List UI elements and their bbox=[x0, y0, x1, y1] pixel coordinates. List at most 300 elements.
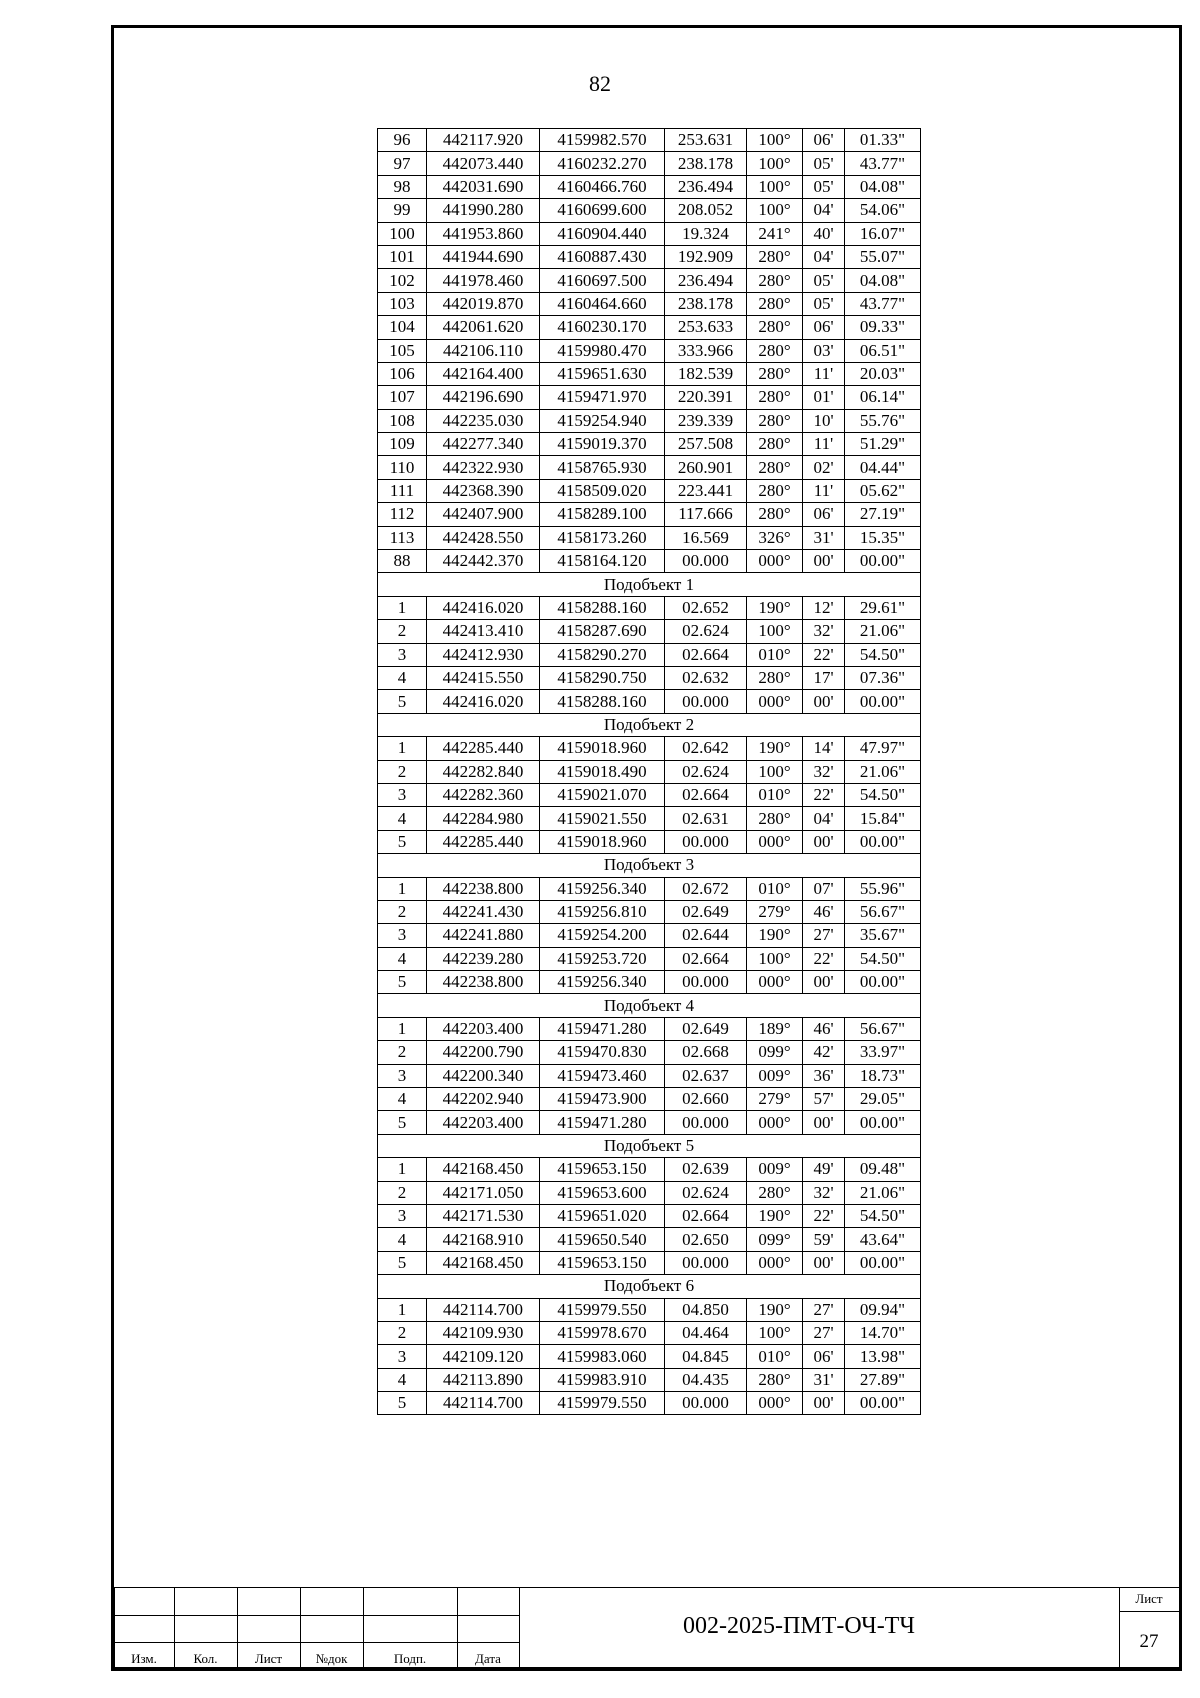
coord-x: 442416.020 bbox=[427, 596, 540, 619]
coord-x: 441944.690 bbox=[427, 245, 540, 268]
angle-minutes: 32' bbox=[803, 760, 845, 783]
table-row bbox=[378, 386, 921, 409]
angle-degrees: 010° bbox=[747, 877, 803, 900]
coord-x: 442428.550 bbox=[427, 526, 540, 549]
table-row bbox=[378, 316, 921, 339]
coord-x: 442442.370 bbox=[427, 550, 540, 573]
point-number: 4 bbox=[378, 947, 427, 970]
angle-degrees: 000° bbox=[747, 1251, 803, 1274]
angle-degrees: 326° bbox=[747, 526, 803, 549]
coord-y: 4159979.550 bbox=[540, 1392, 665, 1415]
distance: 02.668 bbox=[665, 1041, 747, 1064]
coord-y: 4159471.280 bbox=[540, 1111, 665, 1134]
angle-degrees: 009° bbox=[747, 1064, 803, 1087]
angle-seconds: 09.33" bbox=[845, 316, 921, 339]
table-row bbox=[378, 129, 921, 152]
angle-minutes: 05' bbox=[803, 152, 845, 175]
distance: 00.000 bbox=[665, 830, 747, 853]
coord-x: 442203.400 bbox=[427, 1017, 540, 1040]
coord-x: 442168.910 bbox=[427, 1228, 540, 1251]
angle-seconds: 09.48" bbox=[845, 1158, 921, 1181]
table-row bbox=[378, 456, 921, 479]
angle-seconds: 05.62" bbox=[845, 479, 921, 502]
coord-y: 4160699.600 bbox=[540, 199, 665, 222]
coord-y: 4159651.020 bbox=[540, 1204, 665, 1227]
angle-degrees: 190° bbox=[747, 737, 803, 760]
angle-seconds: 29.05" bbox=[845, 1088, 921, 1111]
angle-minutes: 11' bbox=[803, 433, 845, 456]
table-row bbox=[378, 596, 921, 619]
coord-y: 4159019.370 bbox=[540, 433, 665, 456]
angle-seconds: 43.77" bbox=[845, 152, 921, 175]
table-row bbox=[378, 783, 921, 806]
angle-degrees: 190° bbox=[747, 596, 803, 619]
coord-x: 442235.030 bbox=[427, 409, 540, 432]
distance: 02.664 bbox=[665, 947, 747, 970]
distance: 333.966 bbox=[665, 339, 747, 362]
angle-seconds: 54.50" bbox=[845, 643, 921, 666]
table-row bbox=[378, 479, 921, 502]
angle-seconds: 00.00" bbox=[845, 1392, 921, 1415]
angle-degrees: 241° bbox=[747, 222, 803, 245]
angle-degrees: 279° bbox=[747, 1088, 803, 1111]
coord-y: 4158288.160 bbox=[540, 690, 665, 713]
coord-x: 442415.550 bbox=[427, 666, 540, 689]
angle-minutes: 22' bbox=[803, 947, 845, 970]
angle-degrees: 280° bbox=[747, 386, 803, 409]
coord-y: 4159650.540 bbox=[540, 1228, 665, 1251]
table-row bbox=[378, 620, 921, 643]
section-row bbox=[378, 1275, 921, 1298]
angle-degrees: 280° bbox=[747, 339, 803, 362]
coord-y: 4158290.270 bbox=[540, 643, 665, 666]
coordinates-table bbox=[377, 128, 921, 1415]
angle-seconds: 54.50" bbox=[845, 783, 921, 806]
angle-degrees: 000° bbox=[747, 690, 803, 713]
table-row bbox=[378, 292, 921, 315]
angle-degrees: 100° bbox=[747, 152, 803, 175]
coord-x: 442277.340 bbox=[427, 433, 540, 456]
table-row bbox=[378, 269, 921, 292]
distance: 238.178 bbox=[665, 152, 747, 175]
table-row bbox=[378, 643, 921, 666]
distance: 02.642 bbox=[665, 737, 747, 760]
section-row bbox=[378, 854, 921, 877]
angle-minutes: 36' bbox=[803, 1064, 845, 1087]
distance: 02.637 bbox=[665, 1064, 747, 1087]
point-number: 2 bbox=[378, 900, 427, 923]
point-number: 107 bbox=[378, 386, 427, 409]
angle-degrees: 280° bbox=[747, 456, 803, 479]
point-number: 4 bbox=[378, 1368, 427, 1391]
sheet-cell-line bbox=[1119, 1611, 1179, 1612]
coord-y: 4159978.670 bbox=[540, 1321, 665, 1344]
coord-y: 4159256.340 bbox=[540, 971, 665, 994]
angle-minutes: 02' bbox=[803, 456, 845, 479]
point-number: 111 bbox=[378, 479, 427, 502]
point-number: 4 bbox=[378, 666, 427, 689]
angle-seconds: 54.50" bbox=[845, 947, 921, 970]
angle-seconds: 15.84" bbox=[845, 807, 921, 830]
point-number: 112 bbox=[378, 503, 427, 526]
coord-x: 442061.620 bbox=[427, 316, 540, 339]
table-row bbox=[378, 1181, 921, 1204]
coord-x: 442171.050 bbox=[427, 1181, 540, 1204]
angle-minutes: 22' bbox=[803, 643, 845, 666]
distance: 00.000 bbox=[665, 1392, 747, 1415]
point-number: 103 bbox=[378, 292, 427, 315]
section-row bbox=[378, 573, 921, 596]
angle-degrees: 190° bbox=[747, 1204, 803, 1227]
distance: 00.000 bbox=[665, 1251, 747, 1274]
angle-degrees: 280° bbox=[747, 316, 803, 339]
coord-y: 4159256.810 bbox=[540, 900, 665, 923]
angle-seconds: 00.00" bbox=[845, 830, 921, 853]
point-number: 106 bbox=[378, 362, 427, 385]
coord-y: 4158288.160 bbox=[540, 596, 665, 619]
coord-x: 442202.940 bbox=[427, 1088, 540, 1111]
angle-minutes: 27' bbox=[803, 1298, 845, 1321]
angle-degrees: 280° bbox=[747, 479, 803, 502]
distance: 117.666 bbox=[665, 503, 747, 526]
coord-y: 4159018.490 bbox=[540, 760, 665, 783]
coord-y: 4160232.270 bbox=[540, 152, 665, 175]
distance: 220.391 bbox=[665, 386, 747, 409]
angle-minutes: 00' bbox=[803, 550, 845, 573]
coord-x: 441978.460 bbox=[427, 269, 540, 292]
angle-seconds: 27.89" bbox=[845, 1368, 921, 1391]
table-row bbox=[378, 339, 921, 362]
point-number: 104 bbox=[378, 316, 427, 339]
angle-seconds: 55.96" bbox=[845, 877, 921, 900]
coord-y: 4160466.760 bbox=[540, 175, 665, 198]
coord-x: 442285.440 bbox=[427, 737, 540, 760]
angle-degrees: 100° bbox=[747, 760, 803, 783]
angle-minutes: 00' bbox=[803, 830, 845, 853]
distance: 04.435 bbox=[665, 1368, 747, 1391]
point-number: 4 bbox=[378, 1228, 427, 1251]
coord-y: 4159983.910 bbox=[540, 1368, 665, 1391]
coord-y: 4160887.430 bbox=[540, 245, 665, 268]
angle-seconds: 18.73" bbox=[845, 1064, 921, 1087]
distance: 04.845 bbox=[665, 1345, 747, 1368]
angle-seconds: 13.98" bbox=[845, 1345, 921, 1368]
coord-x: 442284.980 bbox=[427, 807, 540, 830]
coord-y: 4158765.930 bbox=[540, 456, 665, 479]
angle-minutes: 06' bbox=[803, 129, 845, 152]
coord-x: 442416.020 bbox=[427, 690, 540, 713]
angle-degrees: 190° bbox=[747, 924, 803, 947]
angle-degrees: 099° bbox=[747, 1228, 803, 1251]
coord-y: 4159473.460 bbox=[540, 1064, 665, 1087]
angle-minutes: 12' bbox=[803, 596, 845, 619]
point-number: 4 bbox=[378, 1088, 427, 1111]
distance: 260.901 bbox=[665, 456, 747, 479]
coord-x: 442019.870 bbox=[427, 292, 540, 315]
distance: 00.000 bbox=[665, 971, 747, 994]
table-row bbox=[378, 924, 921, 947]
angle-minutes: 11' bbox=[803, 479, 845, 502]
coord-x: 442285.440 bbox=[427, 830, 540, 853]
coord-x: 442196.690 bbox=[427, 386, 540, 409]
point-number: 3 bbox=[378, 1064, 427, 1087]
angle-degrees: 279° bbox=[747, 900, 803, 923]
angle-minutes: 00' bbox=[803, 1392, 845, 1415]
table-row bbox=[378, 550, 921, 573]
angle-seconds: 00.00" bbox=[845, 550, 921, 573]
coord-y: 4159653.150 bbox=[540, 1251, 665, 1274]
angle-degrees: 280° bbox=[747, 503, 803, 526]
table-row bbox=[378, 1158, 921, 1181]
coord-x: 442200.790 bbox=[427, 1041, 540, 1064]
angle-minutes: 22' bbox=[803, 1204, 845, 1227]
angle-minutes: 10' bbox=[803, 409, 845, 432]
distance: 00.000 bbox=[665, 1111, 747, 1134]
angle-minutes: 00' bbox=[803, 690, 845, 713]
coord-y: 4158290.750 bbox=[540, 666, 665, 689]
table-row bbox=[378, 666, 921, 689]
angle-minutes: 06' bbox=[803, 503, 845, 526]
table-row bbox=[378, 760, 921, 783]
distance: 02.664 bbox=[665, 643, 747, 666]
distance: 02.631 bbox=[665, 807, 747, 830]
point-number: 88 bbox=[378, 550, 427, 573]
angle-seconds: 21.06" bbox=[845, 620, 921, 643]
angle-seconds: 54.06" bbox=[845, 199, 921, 222]
coord-x: 442114.700 bbox=[427, 1298, 540, 1321]
distance: 257.508 bbox=[665, 433, 747, 456]
coord-x: 442241.880 bbox=[427, 924, 540, 947]
coord-x: 442407.900 bbox=[427, 503, 540, 526]
point-number: 5 bbox=[378, 971, 427, 994]
point-number: 97 bbox=[378, 152, 427, 175]
coord-y: 4159471.970 bbox=[540, 386, 665, 409]
coord-x: 441990.280 bbox=[427, 199, 540, 222]
coord-y: 4160697.500 bbox=[540, 269, 665, 292]
coord-y: 4159983.060 bbox=[540, 1345, 665, 1368]
point-number: 1 bbox=[378, 1298, 427, 1321]
angle-degrees: 100° bbox=[747, 1321, 803, 1344]
table-row bbox=[378, 199, 921, 222]
table-row bbox=[378, 1088, 921, 1111]
coord-y: 4160464.660 bbox=[540, 292, 665, 315]
table-row bbox=[378, 409, 921, 432]
angle-seconds: 14.70" bbox=[845, 1321, 921, 1344]
distance: 238.178 bbox=[665, 292, 747, 315]
angle-minutes: 00' bbox=[803, 1111, 845, 1134]
table-row bbox=[378, 222, 921, 245]
section-title: Подобъект 4 bbox=[378, 994, 921, 1017]
angle-minutes: 31' bbox=[803, 1368, 845, 1391]
distance: 02.650 bbox=[665, 1228, 747, 1251]
angle-seconds: 27.19" bbox=[845, 503, 921, 526]
point-number: 1 bbox=[378, 737, 427, 760]
coord-y: 4159253.720 bbox=[540, 947, 665, 970]
angle-degrees: 000° bbox=[747, 971, 803, 994]
label-izm: Изм. bbox=[131, 1651, 157, 1666]
section-row bbox=[378, 713, 921, 736]
angle-seconds: 43.64" bbox=[845, 1228, 921, 1251]
table-row bbox=[378, 737, 921, 760]
angle-seconds: 35.67" bbox=[845, 924, 921, 947]
sheet-label: Лист bbox=[1135, 1591, 1163, 1606]
angle-minutes: 05' bbox=[803, 175, 845, 198]
distance: 236.494 bbox=[665, 269, 747, 292]
angle-seconds: 00.00" bbox=[845, 1111, 921, 1134]
point-number: 109 bbox=[378, 433, 427, 456]
document-code: 002-2025-ПМТ-ОЧ-ТЧ bbox=[683, 1613, 915, 1639]
coord-y: 4160904.440 bbox=[540, 222, 665, 245]
angle-degrees: 280° bbox=[747, 807, 803, 830]
angle-degrees: 100° bbox=[747, 175, 803, 198]
coord-y: 4159470.830 bbox=[540, 1041, 665, 1064]
coord-x: 442322.930 bbox=[427, 456, 540, 479]
angle-degrees: 190° bbox=[747, 1298, 803, 1321]
section-row bbox=[378, 994, 921, 1017]
angle-minutes: 57' bbox=[803, 1088, 845, 1111]
coord-x: 442109.120 bbox=[427, 1345, 540, 1368]
angle-seconds: 55.07" bbox=[845, 245, 921, 268]
angle-degrees: 100° bbox=[747, 129, 803, 152]
point-number: 100 bbox=[378, 222, 427, 245]
page-number: 82 bbox=[589, 71, 611, 96]
angle-seconds: 06.51" bbox=[845, 339, 921, 362]
coord-x: 442171.530 bbox=[427, 1204, 540, 1227]
point-number: 5 bbox=[378, 830, 427, 853]
coord-y: 4159021.070 bbox=[540, 783, 665, 806]
point-number: 5 bbox=[378, 1111, 427, 1134]
angle-minutes: 00' bbox=[803, 971, 845, 994]
angle-seconds: 06.14" bbox=[845, 386, 921, 409]
angle-minutes: 27' bbox=[803, 924, 845, 947]
table-row bbox=[378, 1321, 921, 1344]
point-number: 101 bbox=[378, 245, 427, 268]
sheet-number: 27 bbox=[1139, 1631, 1159, 1652]
point-number: 105 bbox=[378, 339, 427, 362]
angle-seconds: 56.67" bbox=[845, 1017, 921, 1040]
distance: 02.664 bbox=[665, 1204, 747, 1227]
point-number: 5 bbox=[378, 690, 427, 713]
point-number: 3 bbox=[378, 783, 427, 806]
point-number: 2 bbox=[378, 1321, 427, 1344]
distance: 239.339 bbox=[665, 409, 747, 432]
angle-seconds: 20.03" bbox=[845, 362, 921, 385]
coord-x: 442241.430 bbox=[427, 900, 540, 923]
angle-seconds: 04.08" bbox=[845, 269, 921, 292]
coord-y: 4159980.470 bbox=[540, 339, 665, 362]
point-number: 3 bbox=[378, 1345, 427, 1368]
angle-minutes: 42' bbox=[803, 1041, 845, 1064]
coord-y: 4159254.200 bbox=[540, 924, 665, 947]
coord-x: 442031.690 bbox=[427, 175, 540, 198]
coord-x: 442282.360 bbox=[427, 783, 540, 806]
coord-y: 4159471.280 bbox=[540, 1017, 665, 1040]
table-row bbox=[378, 1298, 921, 1321]
point-number: 96 bbox=[378, 129, 427, 152]
coord-x: 442282.840 bbox=[427, 760, 540, 783]
distance: 02.649 bbox=[665, 900, 747, 923]
table-row bbox=[378, 175, 921, 198]
coord-y: 4159653.600 bbox=[540, 1181, 665, 1204]
distance: 236.494 bbox=[665, 175, 747, 198]
angle-minutes: 46' bbox=[803, 1017, 845, 1040]
table-row bbox=[378, 1041, 921, 1064]
angle-seconds: 29.61" bbox=[845, 596, 921, 619]
coord-y: 4159018.960 bbox=[540, 830, 665, 853]
angle-degrees: 280° bbox=[747, 269, 803, 292]
table-row bbox=[378, 245, 921, 268]
coord-x: 442168.450 bbox=[427, 1251, 540, 1274]
coord-y: 4158164.120 bbox=[540, 550, 665, 573]
table-row bbox=[378, 690, 921, 713]
distance: 208.052 bbox=[665, 199, 747, 222]
title-block-top-line bbox=[114, 1587, 1179, 1588]
point-number: 1 bbox=[378, 1017, 427, 1040]
angle-degrees: 280° bbox=[747, 292, 803, 315]
point-number: 110 bbox=[378, 456, 427, 479]
coord-x: 442239.280 bbox=[427, 947, 540, 970]
table-row bbox=[378, 1017, 921, 1040]
distance: 02.644 bbox=[665, 924, 747, 947]
coord-x: 442203.400 bbox=[427, 1111, 540, 1134]
coord-x: 442113.890 bbox=[427, 1368, 540, 1391]
angle-degrees: 280° bbox=[747, 1181, 803, 1204]
coord-y: 4159651.630 bbox=[540, 362, 665, 385]
angle-degrees: 010° bbox=[747, 643, 803, 666]
point-number: 3 bbox=[378, 924, 427, 947]
angle-minutes: 11' bbox=[803, 362, 845, 385]
angle-seconds: 09.94" bbox=[845, 1298, 921, 1321]
table-row bbox=[378, 1204, 921, 1227]
coord-x: 442117.920 bbox=[427, 129, 540, 152]
angle-minutes: 07' bbox=[803, 877, 845, 900]
point-number: 2 bbox=[378, 1181, 427, 1204]
distance: 04.464 bbox=[665, 1321, 747, 1344]
coord-y: 4159473.900 bbox=[540, 1088, 665, 1111]
angle-seconds: 04.44" bbox=[845, 456, 921, 479]
angle-seconds: 21.06" bbox=[845, 760, 921, 783]
angle-seconds: 07.36" bbox=[845, 666, 921, 689]
angle-minutes: 31' bbox=[803, 526, 845, 549]
distance: 02.660 bbox=[665, 1088, 747, 1111]
angle-seconds: 56.67" bbox=[845, 900, 921, 923]
point-number: 2 bbox=[378, 620, 427, 643]
coord-y: 4158173.260 bbox=[540, 526, 665, 549]
point-number: 5 bbox=[378, 1392, 427, 1415]
label-ndok: №док bbox=[315, 1651, 348, 1666]
coord-y: 4160230.170 bbox=[540, 316, 665, 339]
table-row bbox=[378, 433, 921, 456]
angle-degrees: 000° bbox=[747, 1111, 803, 1134]
point-number: 99 bbox=[378, 199, 427, 222]
point-number: 2 bbox=[378, 760, 427, 783]
angle-degrees: 280° bbox=[747, 433, 803, 456]
angle-degrees: 280° bbox=[747, 245, 803, 268]
coord-y: 4158509.020 bbox=[540, 479, 665, 502]
table-row bbox=[378, 362, 921, 385]
point-number: 4 bbox=[378, 807, 427, 830]
table-row bbox=[378, 1111, 921, 1134]
coord-y: 4158289.100 bbox=[540, 503, 665, 526]
table-row bbox=[378, 503, 921, 526]
angle-seconds: 54.50" bbox=[845, 1204, 921, 1227]
distance: 02.652 bbox=[665, 596, 747, 619]
angle-minutes: 01' bbox=[803, 386, 845, 409]
angle-minutes: 22' bbox=[803, 783, 845, 806]
coord-y: 4159021.550 bbox=[540, 807, 665, 830]
coord-y: 4159256.340 bbox=[540, 877, 665, 900]
angle-degrees: 100° bbox=[747, 199, 803, 222]
